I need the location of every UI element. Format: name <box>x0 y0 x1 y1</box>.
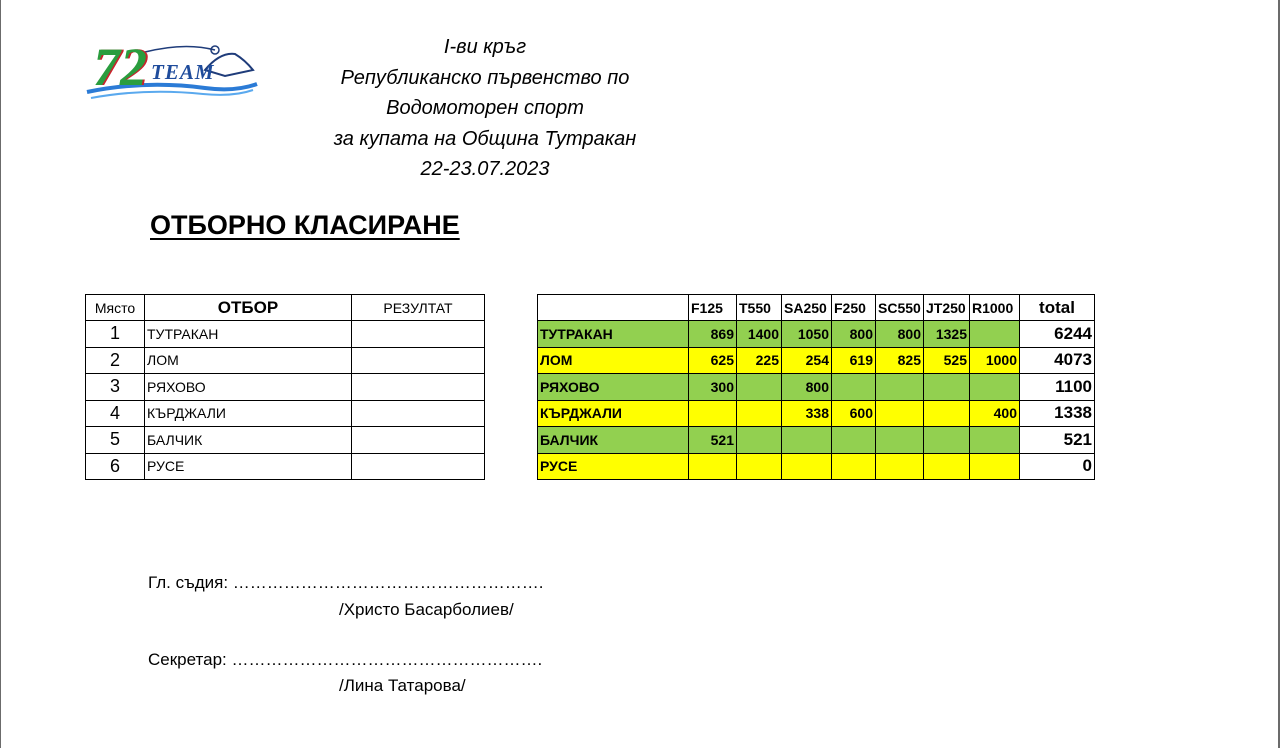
points-cell: 521 <box>689 427 737 454</box>
total-cell: 4073 <box>1020 347 1095 374</box>
page-title: ОТБОРНО КЛАСИРАНЕ <box>150 210 460 240</box>
place-cell: 3 <box>86 374 145 401</box>
header-line-round: I-ви кръг <box>443 36 527 58</box>
result-cell <box>352 427 485 454</box>
points-cell <box>924 453 970 480</box>
points-cell <box>876 453 924 480</box>
points-cell <box>737 453 782 480</box>
points-cell: 1000 <box>970 347 1020 374</box>
header-jt250: JT250 <box>924 295 970 321</box>
points-cell <box>970 321 1020 348</box>
points-cell: 869 <box>689 321 737 348</box>
place-cell: 2 <box>86 347 145 374</box>
points-cell <box>689 400 737 427</box>
points-cell: 1325 <box>924 321 970 348</box>
team-cell: РУСЕ <box>538 453 689 480</box>
team-cell: РЯХОВО <box>538 374 689 401</box>
result-cell <box>352 453 485 480</box>
team-cell: ТУТРАКАН <box>538 321 689 348</box>
points-cell: 525 <box>924 347 970 374</box>
points-cell: 225 <box>737 347 782 374</box>
header-line-date: 22-23.07.2023 <box>420 158 550 180</box>
header-team-blank <box>538 295 689 321</box>
points-cell <box>689 453 737 480</box>
points-cell <box>832 374 876 401</box>
points-cell <box>924 374 970 401</box>
points-cell: 300 <box>689 374 737 401</box>
points-cell <box>970 453 1020 480</box>
table-row <box>86 321 485 348</box>
points-table <box>537 294 1095 480</box>
team-cell: ЛОМ <box>145 347 352 374</box>
place-cell: 5 <box>86 427 145 454</box>
points-cell <box>737 374 782 401</box>
table-row <box>86 453 485 480</box>
place-cell: 1 <box>86 321 145 348</box>
judge-signature-line: Гл. съдия: ………………………………………………. <box>148 573 544 592</box>
points-cell <box>737 427 782 454</box>
points-cell <box>924 427 970 454</box>
points-cell: 338 <box>782 400 832 427</box>
header-total: total <box>1020 295 1095 321</box>
logo-word: TEAM <box>151 60 215 84</box>
header-f250: F250 <box>832 295 876 321</box>
points-cell: 254 <box>782 347 832 374</box>
logo-number: 72 <box>93 37 147 97</box>
result-cell <box>352 321 485 348</box>
team-cell: РЯХОВО <box>145 374 352 401</box>
event-header <box>290 32 680 185</box>
table-row <box>538 321 1095 348</box>
points-cell <box>832 427 876 454</box>
team-cell: БАЛЧИК <box>538 427 689 454</box>
header-sc550: SC550 <box>876 295 924 321</box>
table-row <box>538 400 1095 427</box>
points-cell <box>970 374 1020 401</box>
team-cell: ТУТРАКАН <box>145 321 352 348</box>
header-f125: F125 <box>689 295 737 321</box>
table-row <box>86 427 485 454</box>
points-cell <box>876 374 924 401</box>
points-header-row <box>538 295 1095 321</box>
header-t550: T550 <box>737 295 782 321</box>
total-cell: 1100 <box>1020 374 1095 401</box>
page-border-left <box>0 0 1 748</box>
table-row <box>538 347 1095 374</box>
header-r1000: R1000 <box>970 295 1020 321</box>
team-cell: РУСЕ <box>145 453 352 480</box>
team-logo <box>85 37 260 110</box>
place-cell: 4 <box>86 400 145 427</box>
points-cell: 800 <box>832 321 876 348</box>
points-cell: 800 <box>782 374 832 401</box>
table-row <box>86 400 485 427</box>
team-cell: БАЛЧИК <box>145 427 352 454</box>
table-row <box>538 427 1095 454</box>
points-cell: 825 <box>876 347 924 374</box>
total-cell: 6244 <box>1020 321 1095 348</box>
place-cell: 6 <box>86 453 145 480</box>
points-cell <box>782 427 832 454</box>
header-line-cup: за купата на Община Тутракан <box>333 127 637 150</box>
points-cell: 600 <box>832 400 876 427</box>
result-cell <box>352 400 485 427</box>
points-cell <box>832 453 876 480</box>
table-row <box>86 347 485 374</box>
team-cell: КЪРДЖАЛИ <box>538 400 689 427</box>
points-cell: 1050 <box>782 321 832 348</box>
header-sa250: SA250 <box>782 295 832 321</box>
total-cell: 521 <box>1020 427 1095 454</box>
points-cell <box>737 400 782 427</box>
header-result: РЕЗУЛТАТ <box>352 295 485 321</box>
table-row <box>86 374 485 401</box>
points-cell <box>876 400 924 427</box>
points-cell: 800 <box>876 321 924 348</box>
result-cell <box>352 347 485 374</box>
result-cell <box>352 374 485 401</box>
points-cell: 625 <box>689 347 737 374</box>
header-line-championship: Републиканско първенство по <box>340 66 630 89</box>
secretary-name: /Лина Татарова/ <box>339 676 466 695</box>
ranking-table <box>85 294 485 480</box>
points-cell <box>876 427 924 454</box>
total-cell: 0 <box>1020 453 1095 480</box>
team-cell: КЪРДЖАЛИ <box>145 400 352 427</box>
ranking-header-row <box>86 295 485 321</box>
points-cell <box>970 427 1020 454</box>
points-cell <box>782 453 832 480</box>
header-team: ОТБОР <box>145 295 352 321</box>
table-row <box>538 374 1095 401</box>
total-cell: 1338 <box>1020 400 1095 427</box>
points-cell <box>924 400 970 427</box>
judge-name: /Христо Басарболиев/ <box>339 600 514 619</box>
points-cell: 400 <box>970 400 1020 427</box>
points-cell: 619 <box>832 347 876 374</box>
secretary-signature-line: Секретар: ………………………………………………. <box>148 650 543 669</box>
header-line-sport: Водомоторен спорт <box>386 97 584 119</box>
header-place: Място <box>86 295 145 321</box>
team-cell: ЛОМ <box>538 347 689 374</box>
points-cell: 1400 <box>737 321 782 348</box>
table-row <box>538 453 1095 480</box>
